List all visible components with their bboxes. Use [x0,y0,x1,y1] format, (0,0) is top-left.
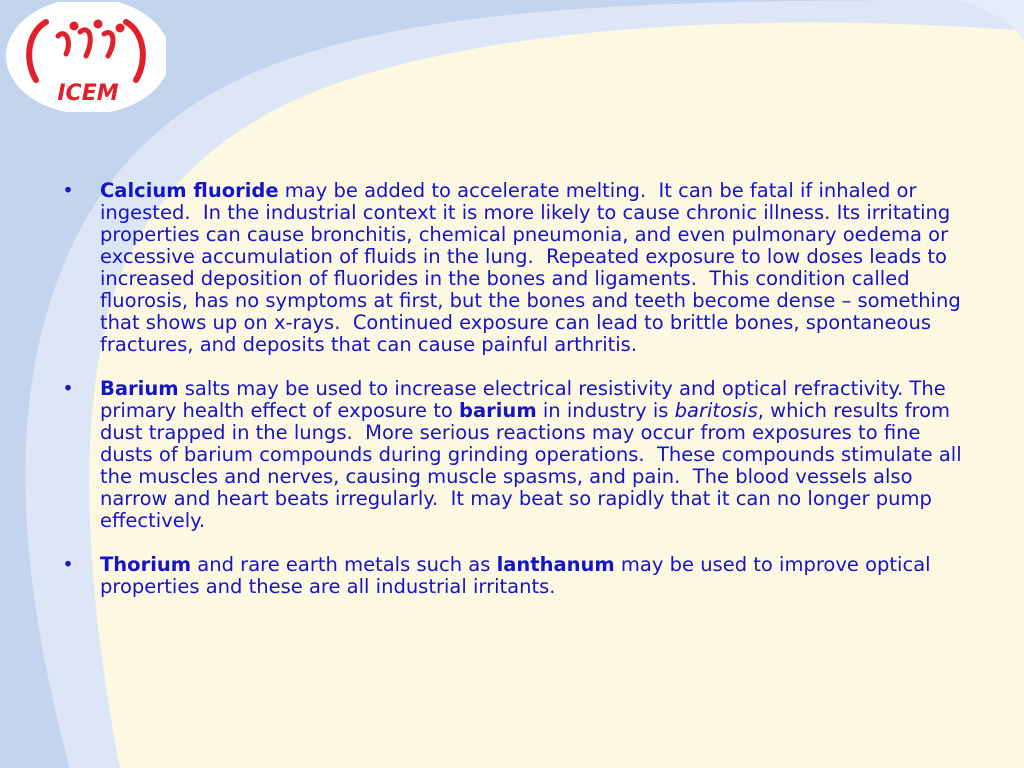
text-segment: and rare earth metals such as [191,553,497,576]
bullet-paragraph [100,378,968,532]
bullet-paragraph [100,554,968,598]
text-segment: in industry is [536,399,675,422]
bold-term: Barium [100,377,179,400]
bullet-item [58,378,968,532]
italic-term: baritosis [674,399,758,422]
bullet-list [58,180,968,620]
bold-term: Thorium [100,553,192,576]
icem-logo [6,2,166,112]
bullet-item [58,554,968,598]
text-segment: , which results from dust trapped in the lungs. More serious reactions may occur from exposures to fine dusts of barium compounds during grinding operations. These compounds stimulate all the muscles and nerves, causing muscle spasms, and pain. The blood vessels also narrow and heart beats irregularly. It may beat so rapidly that it can no longer pump effectively. [100,399,968,532]
bullet-marker: • [62,377,74,400]
bold-term: barium [459,399,537,422]
text-segment: salts may be used to increase electrical resistivity and optical refractivity. The primary health effect of exposure to [100,377,952,422]
text-segment: may be added to accelerate melting. It can be fatal if inhaled or ingested. In the industrial context it is more likely to cause chronic illness. Its irritating properties can cause bronchitis, chemical pneumonia, and even pulmonary oedema or excessive accumulation of fluids in the lung. Repeated exposure to low doses leads to increased deposition of fluorides in the bones and ligaments. This condition called fluorosis, has no symptoms at first, but the bones and teeth become dense – something that shows up on x-rays. Continued exposure can lead to brittle bones, spontaneous fractures, and deposits that can cause painful arthritis. [100,179,967,356]
text-segment: may be used to improve optical properties and these are all industrial irritants. [100,553,937,598]
bullet-marker: • [62,553,74,576]
logo-head-1 [70,22,79,31]
logo-text: ICEM [57,81,119,106]
logo-head-3 [116,24,125,33]
bullet-item [58,180,968,356]
bold-term: lanthanum [496,553,615,576]
bullet-paragraph [100,180,968,356]
bullet-marker: • [62,179,74,202]
logo-head-2 [94,20,103,29]
bold-term: Calcium fluoride [100,179,279,202]
